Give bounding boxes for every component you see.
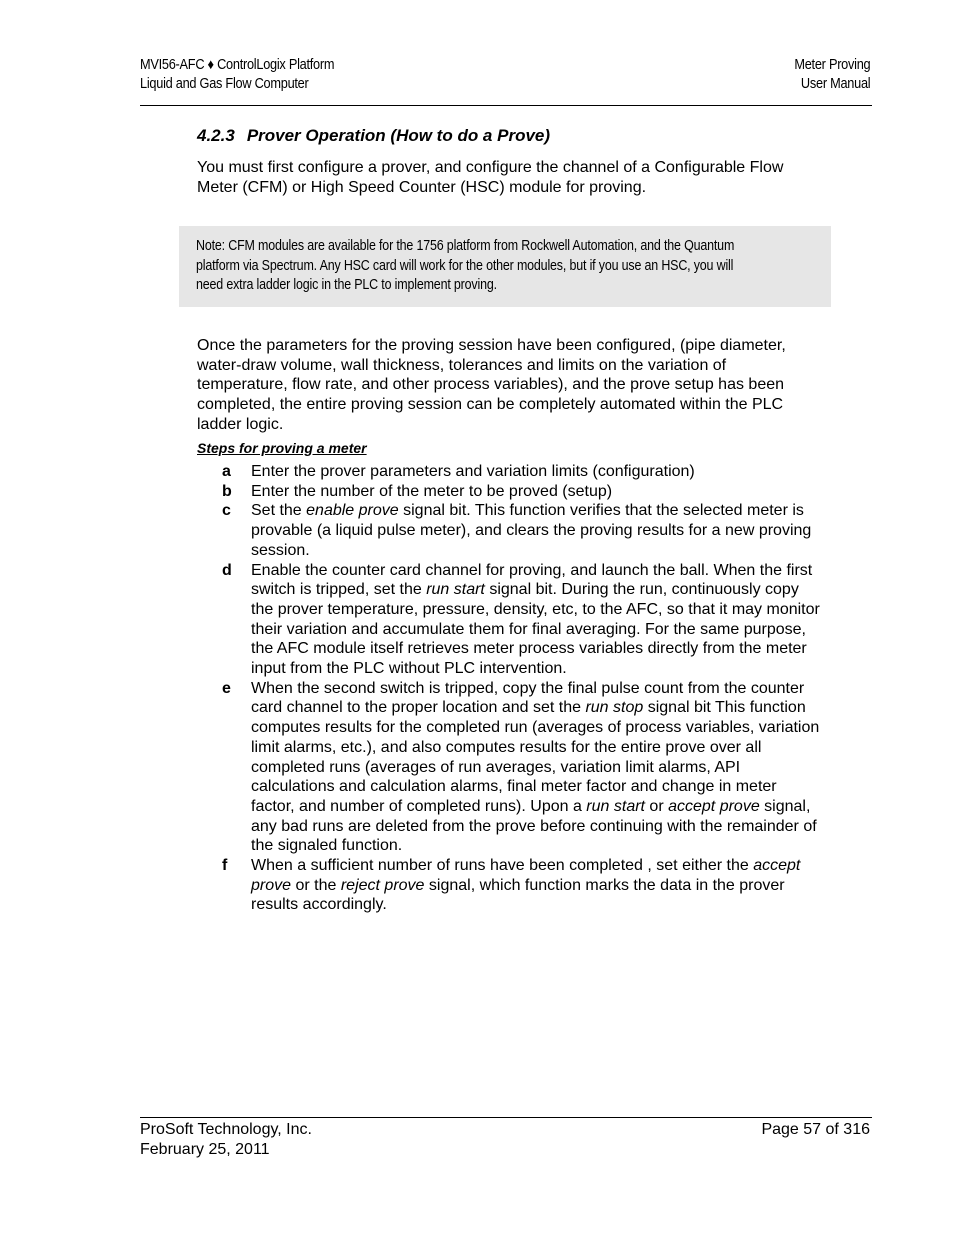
step-text-segment: signal, any bad runs are deleted from the prove before continuing with the remainder of the signaled function. bbox=[251, 797, 817, 855]
step-text-segment: Enable the counter card channel for proving, and launch the ball. When the first switch is tripped, set the bbox=[251, 561, 813, 599]
step-text-segment: signal bit. This function verifies that the selected meter is provable (a liquid pulse meter), and clears the proving results for a new proving session. bbox=[251, 502, 812, 559]
signal-name: accept prove bbox=[668, 797, 760, 815]
section-number: 4.2.3 bbox=[197, 126, 235, 145]
step-letter: e bbox=[222, 679, 231, 697]
step-letter: c bbox=[222, 502, 231, 520]
steps-title: Steps for proving a meter bbox=[197, 440, 367, 456]
step-text bbox=[251, 561, 822, 679]
step-letter: f bbox=[222, 857, 228, 875]
step-text-segment: or bbox=[644, 797, 669, 815]
step-text bbox=[251, 679, 822, 856]
header-manual-type: User Manual bbox=[800, 76, 870, 92]
step-text bbox=[251, 856, 822, 915]
step-text-segment: signal bit. During the run, continuously copy the prover temperature, pressure, density, etc, to the AFC, so that it may monitor their variation and accumulate them for final averaging. For the same purpose, the AFC module itself retrieves meter process variables directly from the meter input from the PLC without PLC intervention. bbox=[251, 581, 820, 678]
step-item bbox=[222, 679, 822, 856]
step-text bbox=[251, 501, 822, 560]
footer-divider bbox=[140, 1117, 872, 1118]
note-box bbox=[179, 226, 831, 307]
header-chapter: Meter Proving bbox=[794, 57, 870, 73]
step-item bbox=[222, 482, 822, 502]
section-title: Prover Operation (How to do a Prove) bbox=[246, 126, 551, 145]
step-text-segment: or the bbox=[291, 876, 341, 894]
signal-name: accept prove bbox=[251, 857, 801, 894]
footer-page-number: Page 57 of 316 bbox=[761, 1121, 870, 1138]
step-text-segment: Enter the prover parameters and variation limits (configuration) bbox=[251, 463, 695, 480]
header-divider bbox=[140, 105, 872, 106]
step-item bbox=[222, 462, 822, 482]
header-product-title: MVI56-AFC ♦ ControlLogix Platform bbox=[140, 57, 335, 73]
step-letter: a bbox=[222, 463, 231, 480]
step-letter: b bbox=[222, 482, 232, 500]
note-text: Note: CFM modules are available for the 1756 platform from Rockwell Automation, and the Quantum platform via Spectrum. Any HSC card will work for the other modules, but if you use an HSC, you will need extra ladder logic in the PLC to implement proving. bbox=[196, 238, 735, 294]
footer-left bbox=[140, 1120, 312, 1159]
step-item bbox=[222, 501, 822, 560]
step-text-segment: Enter the number of the meter to be proved (setup) bbox=[251, 482, 613, 500]
header-product-subtitle: Liquid and Gas Flow Computer bbox=[140, 76, 309, 92]
body-paragraph: Once the parameters for the proving session have been configured, (pipe diameter, water-draw volume, wall thickness, tolerances and limits on the variation of temperature, flow rate, and other process variables), and the prove setup has been completed, the entire proving session can be completely automated within the PLC ladder logic. bbox=[197, 337, 786, 433]
footer-company: ProSoft Technology, Inc. bbox=[140, 1121, 312, 1138]
step-letter: d bbox=[222, 561, 232, 579]
steps-list bbox=[222, 462, 822, 915]
footer-date: February 25, 2011 bbox=[140, 1140, 270, 1158]
signal-name: run start bbox=[586, 797, 645, 815]
step-text-segment: When a sufficient number of runs have been completed , set either the bbox=[251, 857, 754, 875]
signal-name: run stop bbox=[585, 699, 644, 717]
step-text bbox=[251, 482, 822, 502]
signal-name: run start bbox=[426, 581, 485, 599]
signal-name: enable prove bbox=[306, 502, 399, 520]
step-text-segment: signal bit This function computes results for the completed run (averages of process variables, variation limit alarms, etc.), and also computes results for the entire prove over all completed runs (averages of run averages, variation limit alarms, API calculations and calculation alarms, final meter factor and change in meter factor, and number of completed runs). Upon a bbox=[251, 699, 820, 815]
section-heading bbox=[197, 126, 550, 146]
header-left bbox=[140, 56, 334, 94]
signal-name: reject prove bbox=[340, 876, 425, 894]
step-text-segment: When the second switch is tripped, copy the final pulse count from the counter card channel to the proper location and set the bbox=[251, 679, 805, 717]
header-right bbox=[794, 56, 870, 94]
intro-paragraph: You must first configure a prover, and configure the channel of a Configurable Flow Meter (CFM) or High Speed Counter (HSC) module for proving. bbox=[197, 159, 784, 196]
step-text-segment: signal, which function marks the data in the prover results accordingly. bbox=[251, 876, 785, 914]
step-item bbox=[222, 561, 822, 679]
step-item bbox=[222, 856, 822, 915]
step-text-segment: Set the bbox=[251, 502, 307, 520]
step-text bbox=[251, 462, 822, 482]
